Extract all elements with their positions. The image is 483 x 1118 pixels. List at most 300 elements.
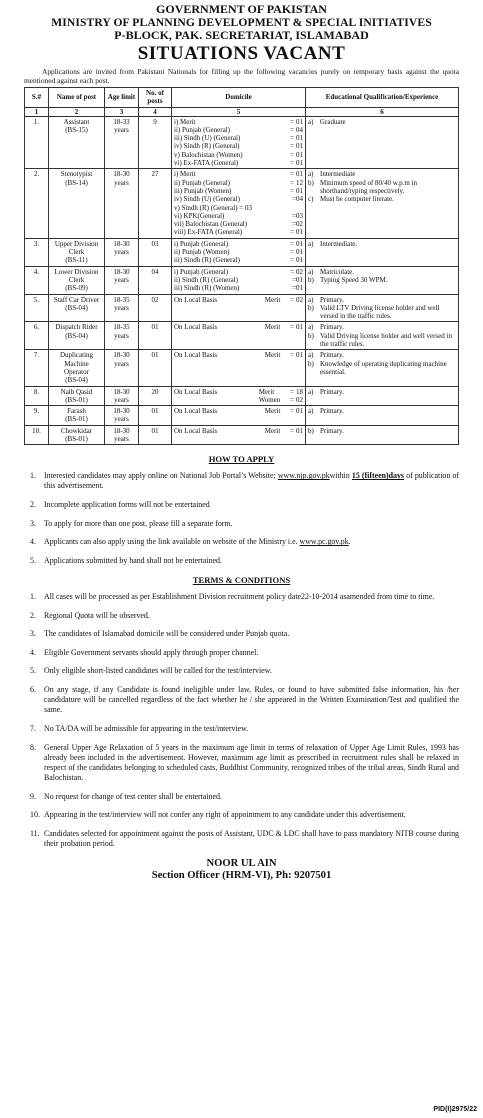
- cell-age-limit: [105, 350, 139, 386]
- age-unit: years: [114, 125, 129, 134]
- item-number: 9.: [30, 791, 36, 801]
- table-column-number-row: [25, 107, 459, 116]
- cell-age-limit: [105, 238, 139, 266]
- domicile-quota: [174, 220, 303, 228]
- age-unit: years: [114, 331, 129, 340]
- cell-posts: 01: [139, 425, 172, 445]
- age-unit: years: [114, 178, 129, 187]
- quota-value: = 01: [290, 134, 303, 143]
- cell-domicile: [172, 238, 306, 266]
- qualification-text: Primary.: [320, 426, 344, 435]
- quota-name: Women: [258, 395, 281, 404]
- signature-block: [24, 858, 459, 882]
- quota-value: = 02: [290, 267, 303, 276]
- cell-sn: 4.: [25, 266, 49, 294]
- quota-name: vii) Balochistan (General): [174, 220, 248, 229]
- quota-value: = 01: [290, 186, 303, 195]
- quota-name: Merit: [264, 351, 281, 360]
- qualification-key: b): [308, 331, 314, 340]
- qualification-text: Valid LTV Driving license holder and well versed in the traffic rules.: [320, 303, 440, 321]
- cell-domicile: [172, 386, 306, 406]
- quota-value: =01: [292, 284, 303, 293]
- qualification-text: Valid Driving license holder and well versed in the traffic rules.: [320, 331, 452, 349]
- basis-text: On Local Basis: [174, 407, 218, 416]
- post-grade: (BS-01): [65, 434, 88, 443]
- quota-name: ii) Sindh (R) (General): [174, 275, 238, 284]
- item-text: The candidates of Islamabad domicile will be considered under Punjab quota.: [44, 629, 290, 639]
- quota-value: = 12: [290, 178, 303, 187]
- local-basis-line: [174, 388, 303, 405]
- item-text: No request for change of test center shall be entertained.: [44, 791, 222, 801]
- cell-qualification: [306, 425, 459, 445]
- qualification-text: Primary.: [320, 323, 344, 332]
- cell-qualification: [306, 350, 459, 386]
- cell-sn: 1.: [25, 116, 49, 169]
- merit-quota-line: [259, 388, 303, 396]
- age-unit: years: [114, 303, 129, 312]
- list-item: [24, 810, 459, 820]
- quota-value: = 01: [290, 170, 303, 179]
- cell-age-limit: [105, 169, 139, 238]
- quota-value: = 18: [290, 387, 303, 396]
- qualification-text: Minimum speed of 80/40 w.p.m in shorthand/typing respectively.: [320, 178, 417, 195]
- post-grade: (BS-01): [65, 415, 88, 424]
- cell-qualification: [306, 386, 459, 406]
- cell-qualification: [306, 116, 459, 169]
- domicile-quota: [174, 204, 303, 212]
- quota-name: iii) Sindh (R) (General): [174, 256, 240, 265]
- qualification-key: a): [308, 407, 314, 416]
- quota-value: = 01: [290, 323, 303, 332]
- signatory-name: NOOR UL AIN: [206, 857, 277, 869]
- item-number: 3.: [30, 629, 36, 639]
- quota-value: =03: [292, 211, 303, 220]
- domicile-quota: [174, 126, 303, 134]
- quota-name: i) Merit: [174, 117, 196, 126]
- col-header-post: Name of post: [49, 88, 105, 108]
- header-ministry: MINISTRY OF PLANNING DEVELOPMENT & SPECIAL INITIATIVES: [51, 16, 432, 29]
- qualification-item: [308, 323, 456, 331]
- table-row: [25, 386, 459, 406]
- item-number: 2.: [30, 610, 36, 620]
- col-number: 2: [49, 107, 105, 116]
- item-text: General Upper Age Relaxation of 5 years in the maximum age limit in terms of relaxation of Upper Age Limit Rules, 1993 has already been included in the advertisement. However, maximum age limit as prescribed in recruitment rules shall be relaxed in respect of the candidates belonging to scheduled casts, Buddhist Community, recognized tribes of the tribal areas, Sindh Rural and Balochistan.: [44, 742, 459, 783]
- cell-age-limit: [105, 425, 139, 445]
- merit-quota: [265, 407, 303, 415]
- merit-quota: [265, 351, 303, 359]
- col-header-sn: S.#: [25, 88, 49, 108]
- quota-name: vi) KPK(General): [174, 211, 225, 220]
- quota-name: Merit: [264, 295, 281, 304]
- qualification-item: [308, 351, 456, 359]
- quota-value: = 01: [290, 426, 303, 435]
- item-text: Candidates selected for appointment against the posts of Assistant, UDC & LDC shall have to pass mandatory NITB course during their probation period.: [44, 829, 459, 849]
- quota-name: Merit: [264, 426, 281, 435]
- header: [24, 3, 459, 42]
- basis-text: On Local Basis: [174, 323, 218, 332]
- njp-portal-link[interactable]: www.njp.gov.pk: [277, 471, 330, 481]
- cell-sn: 10.: [25, 425, 49, 445]
- post-title: Assistant: [63, 117, 90, 126]
- age-unit: years: [114, 395, 129, 404]
- cell-sn: 7.: [25, 350, 49, 386]
- cell-sn: 9.: [25, 406, 49, 426]
- pid-number: PID(I)2975/22: [433, 1106, 477, 1113]
- post-title: Dispatch Rider: [55, 323, 98, 332]
- cell-post-name: [49, 116, 105, 169]
- domicile-quota: [174, 187, 303, 195]
- merit-quota-line: [265, 407, 303, 415]
- quota-name: i) Punjab (General): [174, 267, 229, 276]
- item-text: Applications submitted by hand shall not be entertained.: [44, 555, 222, 565]
- domicile-quota: [174, 268, 303, 276]
- domicile-quota: [174, 284, 303, 292]
- item-number: 10.: [30, 810, 40, 820]
- cell-domicile: [172, 350, 306, 386]
- quota-name: v) Balochistan (Women): [174, 150, 243, 159]
- quota-value: = 01: [290, 142, 303, 151]
- page-title: SITUATIONS VACANT: [137, 43, 346, 64]
- merit-quota-line: [259, 396, 303, 404]
- merit-quota-line: [265, 296, 303, 304]
- item-text-part: Interested candidates may apply online on National Job Portal’s Website;: [44, 471, 278, 481]
- post-title: Staff Car Driver: [53, 295, 100, 304]
- post-title: Lower Division Clerk: [54, 267, 99, 284]
- post-grade: (BS-04): [65, 376, 88, 385]
- table-row: [25, 169, 459, 238]
- qualification-text: Intermediate.: [320, 239, 358, 248]
- quota-value: =04: [292, 195, 303, 204]
- list-item: [24, 629, 459, 639]
- list-item: [24, 666, 459, 676]
- domicile-quota: [174, 212, 303, 220]
- age-range: 18-30: [113, 239, 130, 248]
- quota-name: ii) Punjab (General): [174, 178, 230, 187]
- header-government: GOVERNMENT OF PAKISTAN: [156, 2, 327, 16]
- col-header-domicile: Domicile: [172, 88, 306, 108]
- age-unit: years: [114, 434, 129, 443]
- item-text: [44, 471, 459, 491]
- qualification-text: Must be computer literate.: [320, 195, 394, 204]
- qualification-item: [308, 268, 456, 276]
- quota-value: = 01: [290, 228, 303, 237]
- quota-value: = 04: [290, 125, 303, 134]
- cell-domicile: [172, 169, 306, 238]
- table-row: [25, 406, 459, 426]
- qualification-key: a): [308, 387, 314, 396]
- item-text: Incomplete application forms will not be entertained: [44, 500, 210, 510]
- cell-sn: 6.: [25, 322, 49, 350]
- list-item: [24, 537, 459, 547]
- quota-name: i) Punjab (General): [174, 239, 229, 248]
- cell-sn: 3.: [25, 238, 49, 266]
- domicile-quota: [174, 248, 303, 256]
- quota-name: vi) Ex-FATA (General): [174, 159, 239, 168]
- post-title: Stenotypist: [60, 170, 93, 179]
- list-item: [24, 743, 459, 784]
- qualification-text: Typing Speed 30 WPM.: [320, 275, 388, 284]
- cell-post-name: [49, 238, 105, 266]
- local-basis-line: [174, 323, 303, 331]
- qualification-key: a): [308, 351, 314, 360]
- post-grade: (BS-01): [65, 395, 88, 404]
- qualification-item: [308, 407, 456, 415]
- post-grade: (BS-04): [65, 331, 88, 340]
- age-unit: years: [114, 415, 129, 424]
- quota-name: iv) Sindh (U) (General): [174, 195, 240, 204]
- cell-domicile: [172, 406, 306, 426]
- post-grade: (BS-14): [65, 178, 88, 187]
- quota-name: ii) Punjab (Women): [174, 248, 230, 257]
- cell-qualification: [306, 266, 459, 294]
- item-number: 4.: [30, 537, 36, 547]
- basis-text: On Local Basis: [174, 295, 218, 304]
- local-basis-line: [174, 296, 303, 304]
- cell-post-name: [49, 294, 105, 322]
- item-text: To apply for more than one post, please fill a separate form.: [44, 518, 233, 528]
- table-row: [25, 350, 459, 386]
- qualification-key: a): [308, 267, 314, 276]
- table-row: [25, 425, 459, 445]
- qualification-text: Primary.: [320, 351, 344, 360]
- local-basis-line: [174, 351, 303, 359]
- age-range: 18-30: [113, 426, 130, 435]
- cell-domicile: [172, 294, 306, 322]
- item-text-part: .: [348, 537, 351, 547]
- item-text-part: Applicants can also apply using the link available on website of the Ministry i.e.: [44, 537, 300, 547]
- quota-name: iii) Sindh (R) (Women): [174, 284, 240, 293]
- signatory-designation: Section Officer (HRM-VI), Ph: 9207501: [151, 869, 332, 881]
- qualification-text: Primary.: [320, 295, 344, 304]
- quota-value: = 01: [290, 407, 303, 416]
- post-grade: (BS-04): [65, 303, 88, 312]
- quota-value: = 02: [290, 295, 303, 304]
- qualification-key: b): [308, 275, 314, 284]
- item-text: Only eligible short-listed candidates will be called for the test/interview.: [44, 666, 272, 676]
- item-number: 3.: [30, 518, 36, 528]
- qualification-text: Graduate: [320, 117, 346, 126]
- quota-value: = 01: [290, 150, 303, 159]
- intro-text: Applications are invited from Pakistani Nationals for filling up the following vacancies purely on temporary basis against the quota mentioned against each post.: [24, 67, 459, 85]
- vacancy-table-body: [25, 116, 459, 445]
- local-basis-line: [174, 427, 303, 435]
- basis-text: On Local Basis: [174, 351, 218, 360]
- cell-post-name: [49, 425, 105, 445]
- list-item: [24, 611, 459, 621]
- cell-posts: 04: [139, 266, 172, 294]
- qualification-text: Matriculate.: [320, 267, 355, 276]
- cell-qualification: [306, 322, 459, 350]
- col-number: 5: [172, 107, 306, 116]
- list-item: [24, 685, 459, 716]
- cell-post-name: [49, 406, 105, 426]
- item-number: 5.: [30, 555, 36, 565]
- col-number: 4: [139, 107, 172, 116]
- item-number: 5.: [30, 666, 36, 676]
- vacancy-table: [24, 87, 459, 445]
- domicile-quota: [174, 159, 303, 167]
- qualification-key: c): [308, 195, 314, 204]
- cell-sn: 5.: [25, 294, 49, 322]
- age-range: 18-30: [113, 351, 130, 360]
- item-number: 11.: [30, 829, 40, 839]
- cell-posts: 9: [139, 116, 172, 169]
- qualification-item: [308, 427, 456, 435]
- age-unit: years: [114, 248, 129, 257]
- deadline-days: 15 (fifteen)days: [351, 471, 405, 481]
- age-range: 18-33: [113, 117, 130, 126]
- table-row: [25, 266, 459, 294]
- cell-sn: 2.: [25, 169, 49, 238]
- cell-age-limit: [105, 406, 139, 426]
- list-item: [24, 556, 459, 566]
- cell-qualification: [306, 294, 459, 322]
- domicile-quota: [174, 179, 303, 187]
- col-header-qualification: Educational Qualification/Experience: [306, 88, 459, 108]
- col-number: 3: [105, 107, 139, 116]
- item-text: No TA/DA will be admissible for appearing in the test/interview.: [44, 724, 249, 734]
- post-grade: (BS-09): [65, 284, 88, 293]
- age-range: 18-35: [113, 295, 130, 304]
- how-to-apply-list: [24, 471, 459, 566]
- quota-value: =01: [292, 275, 303, 284]
- cell-qualification: [306, 169, 459, 238]
- cell-post-name: [49, 350, 105, 386]
- post-grade: (BS-15): [65, 125, 88, 134]
- age-unit: years: [114, 359, 129, 368]
- cell-domicile: [172, 425, 306, 445]
- qualification-text: Primary.: [320, 387, 344, 396]
- cell-post-name: [49, 266, 105, 294]
- domicile-quota: [174, 228, 303, 236]
- quota-name: iii) Punjab (Women): [174, 186, 232, 195]
- domicile-quota: [174, 118, 303, 126]
- list-item: [24, 648, 459, 658]
- merit-quota: [265, 296, 303, 304]
- post-title: Upper Division Clerk: [54, 239, 99, 257]
- cell-domicile: [172, 116, 306, 169]
- qualification-key: a): [308, 239, 314, 248]
- qualification-item: [308, 388, 456, 396]
- qualification-key: a): [308, 323, 314, 332]
- merit-quota-line: [265, 323, 303, 331]
- quota-name: Merit: [258, 387, 275, 396]
- item-number: 1.: [30, 592, 36, 602]
- cell-qualification: [306, 238, 459, 266]
- cell-post-name: [49, 386, 105, 406]
- quota-value: = 01: [290, 248, 303, 257]
- terms-title: TERMS & CONDITIONS: [192, 575, 291, 586]
- post-title: Farash: [67, 407, 86, 416]
- age-unit: years: [114, 275, 129, 284]
- col-header-age: Age limit: [105, 88, 139, 108]
- qualification-key: b): [308, 178, 314, 187]
- quota-name: iii) Sindh (U) (General): [174, 134, 241, 143]
- table-header-row: [25, 88, 459, 108]
- quota-value: = 01: [290, 256, 303, 265]
- cell-age-limit: [105, 322, 139, 350]
- table-row: [25, 116, 459, 169]
- qualification-key: b): [308, 303, 314, 312]
- post-grade: (BS-11): [65, 256, 88, 265]
- quota-name: iv) Sindh (R) (General): [174, 142, 240, 151]
- domicile-quota: [174, 142, 303, 150]
- how-to-apply-title: HOW TO APPLY: [208, 454, 275, 465]
- qualification-item: [308, 179, 456, 196]
- list-item: [24, 792, 459, 802]
- age-range: 18-30: [113, 387, 130, 396]
- list-item: [24, 471, 459, 491]
- qualification-key: a): [308, 170, 314, 179]
- cell-age-limit: [105, 294, 139, 322]
- quota-value: = 01: [290, 239, 303, 248]
- domicile-quota: [174, 170, 303, 178]
- list-item: [24, 829, 459, 849]
- cell-post-name: [49, 322, 105, 350]
- qualification-item: [308, 360, 456, 377]
- age-range: 18-30: [113, 407, 130, 416]
- list-item: [24, 724, 459, 734]
- qualification-item: [308, 276, 456, 284]
- table-row: [25, 294, 459, 322]
- ministry-website-link[interactable]: www.pc.gov.pk: [299, 537, 349, 547]
- item-text: All cases will be processed as per Establishment Division recruitment policy date22-10-2014 asamended from time to time.: [44, 592, 435, 602]
- table-row: [25, 238, 459, 266]
- quota-name: Merit: [264, 323, 281, 332]
- qualification-text: Primary.: [320, 407, 344, 416]
- merit-quota: [259, 388, 303, 405]
- domicile-quota: [174, 151, 303, 159]
- quota-value: =02: [292, 220, 303, 229]
- cell-posts: 03: [139, 238, 172, 266]
- quota-value: = 01: [290, 117, 303, 126]
- domicile-quota: [174, 256, 303, 264]
- cell-post-name: [49, 169, 105, 238]
- quota-name: ii) Punjab (General): [174, 125, 230, 134]
- qualification-key: a): [308, 295, 314, 304]
- quota-value: = 02: [290, 395, 303, 404]
- cell-posts: 01: [139, 406, 172, 426]
- list-item: [24, 500, 459, 510]
- domicile-quota: [174, 240, 303, 248]
- merit-quota: [265, 323, 303, 331]
- post-title: Duplicating Machine Operator: [59, 351, 94, 376]
- quota-value: = 01: [290, 351, 303, 360]
- cell-posts: 20: [139, 386, 172, 406]
- cell-sn: 8.: [25, 386, 49, 406]
- quota-name: viii) Ex-FATA (General): [174, 228, 243, 237]
- item-text: Appearing in the test/interview will not confer any right of appointment to any candidate under this advertisement.: [44, 810, 406, 820]
- list-item: [24, 519, 459, 529]
- item-number: 1.: [30, 471, 36, 481]
- list-item: [24, 592, 459, 602]
- cell-domicile: [172, 266, 306, 294]
- item-number: 4.: [30, 647, 36, 657]
- age-range: 18-30: [113, 267, 130, 276]
- cell-age-limit: [105, 116, 139, 169]
- item-text: [44, 537, 459, 547]
- quota-name: i) Merit: [174, 170, 196, 179]
- item-number: 6.: [30, 685, 36, 695]
- cell-age-limit: [105, 266, 139, 294]
- qualification-key: a): [308, 117, 314, 126]
- cell-posts: 01: [139, 350, 172, 386]
- item-number: 8.: [30, 742, 36, 752]
- header-address: P-BLOCK, PAK. SECRETARIAT, ISLAMABAD: [114, 28, 369, 42]
- quota-value: = 01: [290, 159, 303, 168]
- col-header-posts: No. of posts: [139, 88, 172, 108]
- qualification-text: Knowledge of operating duplicating machine essential.: [320, 359, 447, 376]
